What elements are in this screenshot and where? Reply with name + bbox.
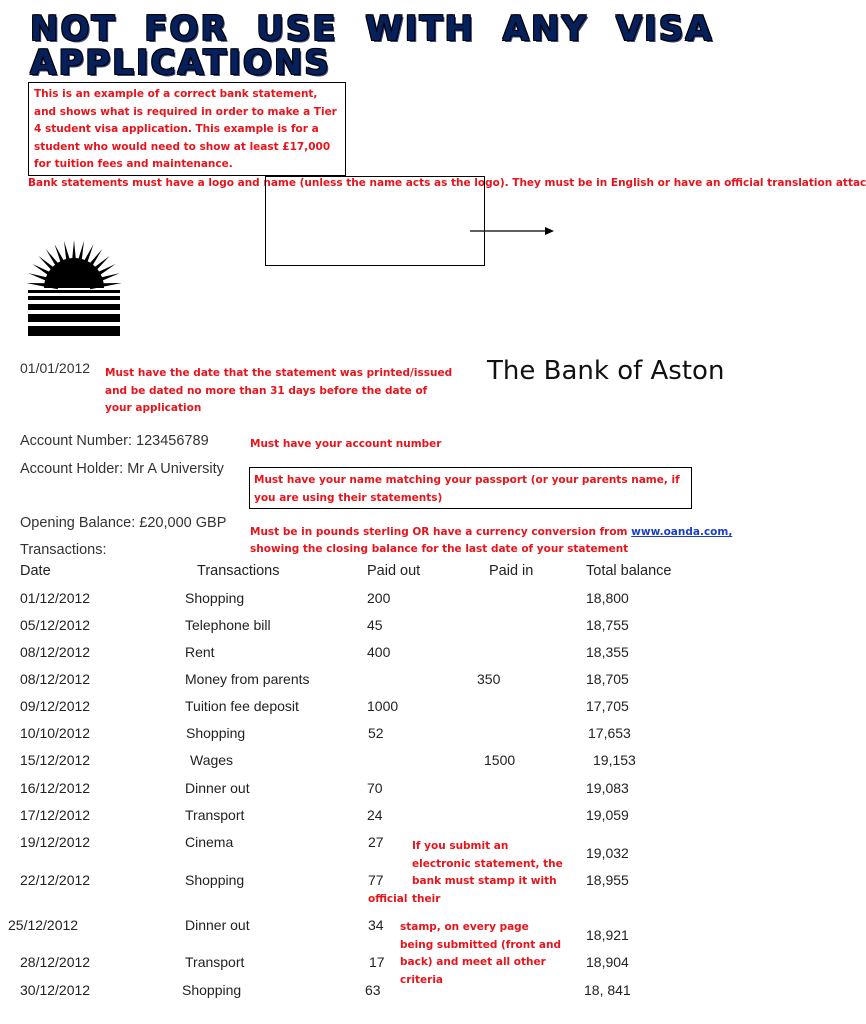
row-description: Transport: [185, 807, 245, 823]
currency-rule-note-2: showing the closing balance for the last date of your statement: [250, 543, 629, 555]
currency-rule-note: [250, 524, 732, 542]
row-date: 05/12/2012: [20, 617, 91, 633]
stamp-rule-note-3: stamp, on every page being submitted (front and back) and meet all other criteria: [400, 921, 561, 986]
row-paid-out: 1000: [367, 698, 399, 714]
sun-logo-icon: [26, 238, 122, 338]
row-balance: 19,083: [586, 780, 629, 796]
row-description: Cinema: [185, 834, 234, 850]
row-paid-out: 70: [367, 780, 383, 796]
row-paid-out: 34: [368, 917, 384, 933]
row-date: 19/12/2012: [20, 834, 91, 850]
logo-placeholder-box: [265, 176, 485, 266]
account-holder: Account Holder: Mr A University: [20, 461, 224, 477]
row-description: Shopping: [185, 872, 245, 888]
row-date: 28/12/2012: [20, 954, 91, 970]
row-paid-out: 27: [368, 834, 384, 850]
row-paid-in: 350: [477, 671, 501, 687]
header-date: Date: [20, 563, 51, 579]
row-balance: 18, 841: [584, 982, 631, 998]
row-description: Telephone bill: [185, 617, 271, 633]
row-date: 16/12/2012: [20, 780, 91, 796]
row-description: Shopping: [186, 725, 246, 741]
header-paid-out: Paid out: [367, 563, 421, 579]
arrow-right-icon: [470, 224, 560, 238]
row-balance: 18,705: [586, 671, 629, 687]
statement-date: 01/01/2012: [20, 360, 91, 376]
row-description: Dinner out: [185, 780, 250, 796]
logo-rule-note: Bank statements must have a logo and name (unless the name acts as the logo). They must be in English or have an official translation attac: [28, 177, 866, 189]
row-date: 09/12/2012: [20, 698, 91, 714]
row-description: Transport: [185, 954, 245, 970]
row-date: 25/12/2012: [8, 917, 79, 933]
row-description: Rent: [185, 644, 215, 660]
row-description: Dinner out: [185, 917, 250, 933]
oanda-link[interactable]: www.oanda.com,: [631, 526, 733, 538]
row-balance: 17,653: [588, 725, 631, 741]
account-number: Account Number: 123456789: [20, 433, 209, 449]
row-balance: 18,755: [586, 617, 629, 633]
row-date: 08/12/2012: [20, 644, 91, 660]
bank-name: The Bank of Aston: [487, 356, 725, 386]
row-description: Shopping: [185, 590, 245, 606]
row-balance: 19,032: [586, 845, 629, 861]
opening-balance: Opening Balance: £20,000 GBP: [20, 515, 227, 531]
intro-note: This is an example of a correct bank statement, and shows what is required in order to make a Tier 4 student visa application. This example is for a student who would need to show at least £17,000 for tuition fees and maintenance.: [28, 82, 346, 176]
row-balance: 18,355: [586, 644, 629, 660]
row-paid-out: 77: [368, 872, 384, 888]
row-balance: 18,921: [586, 927, 629, 943]
row-paid-out: 400: [367, 644, 391, 660]
row-balance: 18,904: [586, 954, 629, 970]
header-transactions: Transactions: [197, 563, 280, 579]
row-description: Tuition fee deposit: [185, 698, 299, 714]
date-rule-note: Must have the date that the statement was printed/issued and be dated no more than 31 days before the date of your application: [105, 367, 453, 414]
row-description: Wages: [190, 752, 234, 768]
row-balance: 18,800: [586, 590, 629, 606]
name-rule-note: Must have your name matching your passport (or your parents name, if you are using their statements): [249, 467, 692, 509]
warning-banner-line1: NOT FOR USE WITH ANY VISA: [30, 9, 714, 49]
row-date: 15/12/2012: [20, 752, 91, 768]
transactions-label: Transactions:: [20, 542, 107, 558]
row-paid-out: 45: [367, 617, 383, 633]
row-balance: 18,955: [586, 872, 629, 888]
row-balance: 19,153: [593, 752, 636, 768]
row-date: 17/12/2012: [20, 807, 91, 823]
row-paid-out: 52: [368, 725, 384, 741]
row-paid-out: 200: [367, 590, 391, 606]
header-total-balance: Total balance: [586, 563, 672, 579]
row-date: 01/12/2012: [20, 590, 91, 606]
row-balance: 19,059: [586, 807, 629, 823]
row-date: 10/10/2012: [20, 725, 91, 741]
row-paid-in: 1500: [484, 752, 516, 768]
row-paid-out: 63: [365, 982, 381, 998]
row-date: 08/12/2012: [20, 671, 91, 687]
row-paid-out: 24: [367, 807, 383, 823]
row-paid-out: 17: [369, 954, 385, 970]
row-balance: 17,705: [586, 698, 629, 714]
currency-rule-text: Must be in pounds sterling OR have a currency conversion from: [250, 526, 632, 538]
row-description: Money from parents: [185, 671, 310, 687]
account-number-rule-note: Must have your account number: [250, 438, 442, 450]
stamp-rule-note-2: official: [368, 893, 408, 905]
stamp-rule-note-1: If you submit an electronic statement, the bank must stamp it with their: [412, 840, 563, 905]
row-date: 22/12/2012: [20, 872, 91, 888]
warning-banner-line2: APPLICATIONS: [30, 43, 331, 83]
row-date: 30/12/2012: [20, 982, 91, 998]
row-description: Shopping: [182, 982, 242, 998]
header-paid-in: Paid in: [489, 563, 534, 579]
